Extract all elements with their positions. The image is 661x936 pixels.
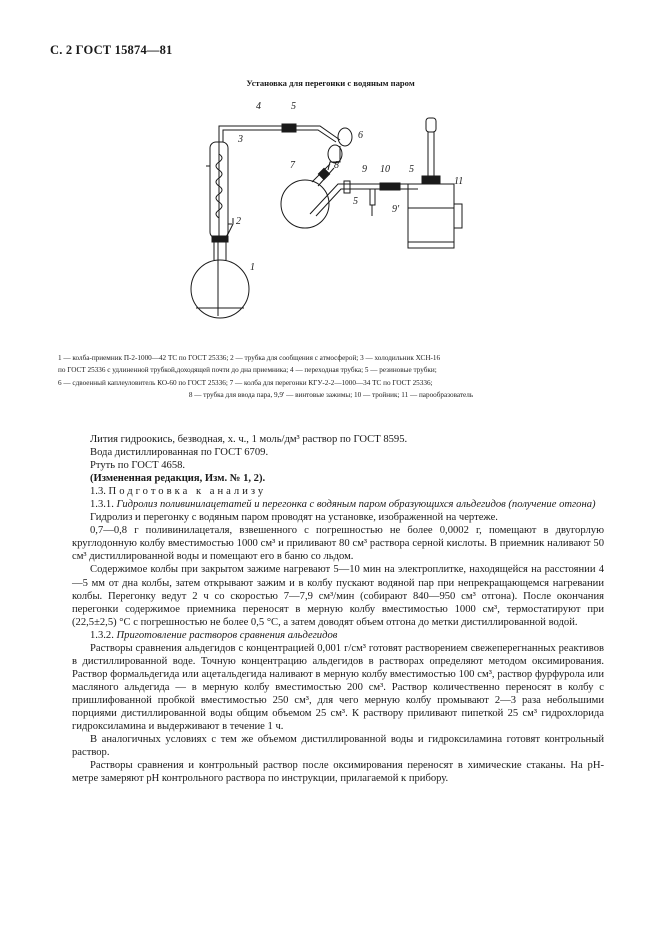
distillation-apparatus-drawing [170, 92, 500, 344]
revision-note: (Измененная редакция, Изм. № 1, 2). [90, 473, 266, 485]
label-6: 6 [358, 130, 363, 141]
label-7: 7 [290, 160, 295, 171]
label-4: 4 [256, 101, 261, 112]
reagent-line: Лития гидроокись, безводная, х. ч., 1 моль/дм³ раствор по ГОСТ 8595. [90, 434, 408, 445]
section-title: Подготовка к анализу [108, 486, 267, 498]
label-9-prime: 9' [392, 204, 400, 215]
paragraph: Растворы сравнения альдегидов с концентрацией 0,001 г/см³ готовят растворением свежеперегнанных реактивов в дистиллированной воде. Точную концентрацию альдегидов в растворах определяют методом оксимирования. Раствор формальдегида или ацетальдегида наливают в мерную колбу вместимостью 100 см³, раствор фурфурола или масляного альдегида — в мерную колбу вместимостью 200 см³. Раствор количественно переносят в колбу с пришлифованной пробкой вместимостью 250 см³, для чего мерную колбу промывают 2—3 раза небольшими порциями дистиллированной воды общим объемом 25 см³. К раствору приливают пипеткой 25 см³ гидрохлорида гидроксиламина и выдерживают в течение 1 ч. [72, 642, 604, 733]
paragraph: Гидролиз и перегонку с водяным паром проводят на установке, изображенной на чертеже. [90, 512, 498, 524]
subsection-number: 1.3.1. [90, 499, 114, 511]
label-11: 11 [454, 176, 464, 187]
subsection-title: Гидролиз поливинилацетатей и перегонка с водяным паром образующихся альдегидов (получение отгона) [116, 499, 596, 511]
label-2: 2 [236, 216, 241, 227]
paragraph: Содержимое колбы при закрытом зажиме нагревают 5—10 мин на электроплитке, находящейся на расстоянии 4—5 мм от дна колбы, затем открывают зажим и в колбу пускают водяной пар при непрекращающемся нагревании колбы. Перегонку ведут 2 ч со скоростью 7—7,9 см³/мин (собирают 840—950 см³ отгона). После окончания перегонки содержимое приемника переносят в мерную колбу вместимостью 1000 см³, термостатируют при (22,5±2,5) °С с погрешностью не более 0,5 °С, а затем доводят объем отгона до метки дистиллированной водой. [72, 564, 604, 628]
caption-line: по ГОСТ 25336 с удлиненной трубкой,доходящей почти до дна приемника; 4 — переходная трубка; 5 — резиновые трубки; [58, 366, 437, 375]
label-5: 5 [291, 101, 296, 112]
caption-line: 1 — колба-приемник П-2-1000—42 ТС по ГОСТ 25336; 2 — трубка для сообщения с атмосферой; 3 — холодильник ХСН-16 [58, 354, 441, 362]
label-8: 8 [334, 160, 339, 171]
reagent-line: Вода дистиллированная по ГОСТ 6709. [90, 447, 269, 459]
reagent-line: Ртуть по ГОСТ 4658. [90, 460, 186, 472]
paragraph: Растворы сравнения и контрольный раствор после оксимирования переносят в химические стаканы. На рН-метре замеряют рН контрольного раствора по инструкции, прилагаемой к прибору. [72, 760, 604, 785]
label-9: 9 [362, 164, 367, 175]
label-1: 1 [250, 262, 255, 273]
subsection-heading [72, 629, 604, 642]
paragraph: 0,7—0,8 г поливинилацеталя, взвешенного с погрешностью не более 0,0002 г, помещают в двугорлую круглодонную колбу вместимостью 1000 см³ и приливают 80 см³ раствора серной кислоты. В приемник наливают 50 см³ дистиллированной воды и помещают его в баню со льдом. [72, 525, 604, 563]
body-text [72, 433, 604, 785]
caption-line: 8 — трубка для ввода пара, 9,9' — винтовые зажимы; 10 — тройник; 11 — парообразователь [188, 391, 474, 400]
subsection-number: 1.3.2. [90, 629, 114, 641]
figure-caption [58, 352, 604, 402]
distillation-flask [281, 180, 329, 228]
subsection-title: Приготовление растворов сравнения альдегидов [116, 629, 338, 641]
section-number: 1.3. [90, 486, 106, 498]
label-3: 3 [238, 134, 243, 145]
figure-title: Установка для перегонки с водяным паром [246, 78, 415, 88]
paragraph: В аналогичных условиях с тем же объемом дистиллированной воды и гидроксиламина готовят контрольный раствор. [72, 734, 604, 759]
steam-generator [408, 184, 454, 248]
label-5c: 5 [353, 196, 358, 207]
subsection-heading [72, 498, 604, 511]
caption-line: 6 — сдвоенный каплеуловитель КО-60 по ГОСТ 25336; 7 — колба для перегонки КГУ-2-2—1000—34 ТС по ГОСТ 25336; [58, 378, 433, 387]
section-heading [72, 485, 604, 498]
page-header: С. 2 ГОСТ 15874—81 [50, 43, 173, 57]
receiver-flask [191, 260, 249, 318]
label-5b: 5 [409, 164, 414, 175]
label-10: 10 [380, 164, 390, 175]
